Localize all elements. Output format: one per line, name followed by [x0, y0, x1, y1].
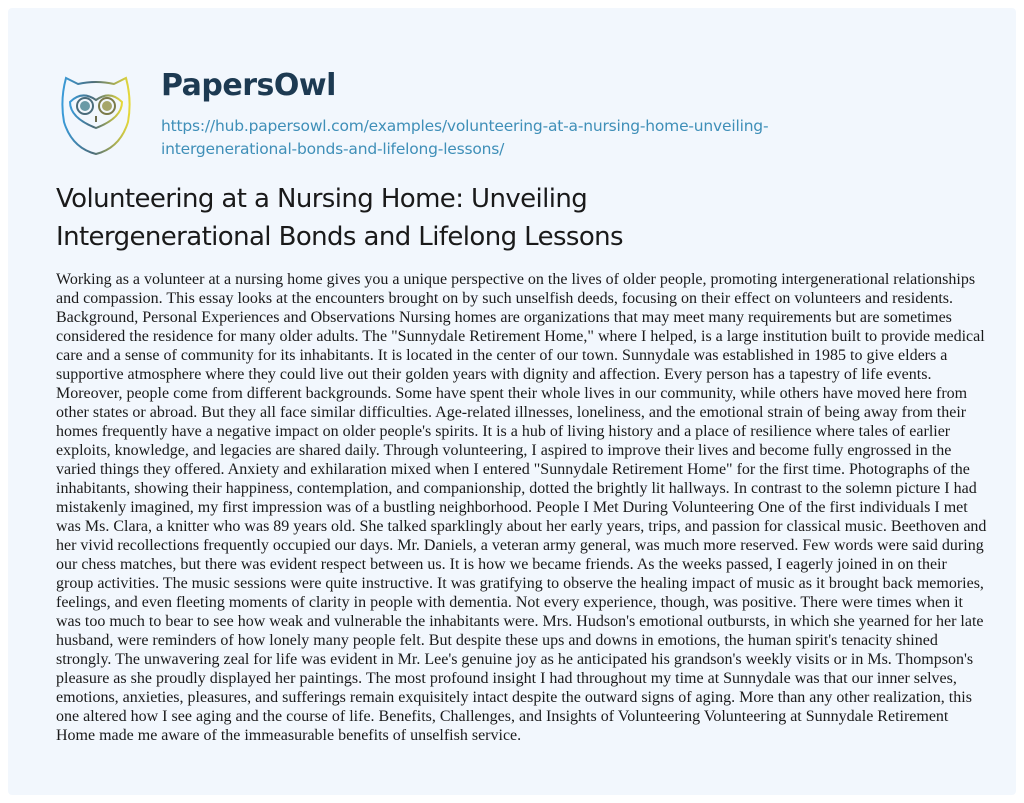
- title-line-1: Volunteering at a Nursing Home: Unveiling: [56, 184, 588, 214]
- owl-icon: [56, 70, 136, 160]
- essay-body: Working as a volunteer at a nursing home gives you a unique perspective on the lives of older people, promoting intergenerational relationships and compassion. This essay looks at the encounters brought on by such unselfish deeds, focusing on their effect on volunteers and residents. Background, Personal Experiences and Observations Nursing homes are organizations that may meet many requirements but are sometimes considered the residence for many older adults. The "Sunnydale Retirement Home," where I helped, is a large institution built to provide medical care and a sense of community for its inhabitants. It is located in the center of our town. Sunnydale was established in 1985 to give elders a supportive atmosphere where they could live out their golden years with dignity and affection. Every person has a tapestry of life events. Moreover, people come from different backgrounds. Some have spent their whole lives in our community, while others have moved here from other states or abroad. But they all face similar difficulties. Age-related illnesses, loneliness, and the emotional strain of being away from their homes frequently have a negative impact on older people's spirits. It is a hub of living history and a place of resilience where tales of earlier exploits, knowledge, and legacies are shared daily. Through volunteering, I aspired to improve their lives and become fully engrossed in the varied things they offered. Anxiety and exhilaration mixed when I entered "Sunnydale Retirement Home" for the first time. Photographs of the inhabitants, showing their happiness, contemplation, and companionship, dotted the brightly lit hallways. In contrast to the solemn picture I had mistakenly imagined, my first impression was of a bustling neighborhood. People I Met During Volunteering One of the first individuals I met was Ms. Clara, a knitter who was 89 years old. She talked sparklingly about her early years, trips, and passion for classical music. Beethoven and her vivid recollections frequently occupied our days. Mr. Daniels, a veteran army general, was much more reserved. Few words were said during our chess matches, but there was evident respect between us. It is how we became friends. As the weeks passed, I eagerly joined in on their group activities. The music sessions were quite instructive. It was gratifying to observe the healing impact of music as it brought back memories, feelings, and even fleeting moments of clarity in people with dementia. Not every experience, though, was positive. There were times when it was too much to bear to see how weak and vulnerable the inhabitants were. Mrs. Hudson's emotional outbursts, in which she yearned for her late husband, were reminders of how lonely many people felt. But despite these ups and downs in emotions, the human spirit's tenacity shined strongly. The unwavering zeal for life was evident in Mr. Lee's genuine joy as he anticipated his grandson's weekly visits or in Ms. Thompson's pleasure as she proudly displayed her paintings. The most profound insight I had throughout my time at Sunnydale was that our inner selves, emotions, anxieties, pleasures, and sufferings remain exquisitely intact despite the outward signs of aging. More than any other realization, this one altered how I see aging and the course of life. Benefits, Challenges, and Insights of Volunteering Volunteering at Sunnydale Retirement Home made me aware of the immeasurable benefits of unselfish service.: [56, 271, 987, 744]
- title-line-2: Intergenerational Bonds and Lifelong Lessons: [56, 222, 623, 252]
- url-line-2[interactable]: intergenerational-bonds-and-lifelong-lessons/: [161, 140, 505, 158]
- page-title: [56, 180, 956, 256]
- brand-name[interactable]: PapersOwl: [161, 68, 336, 103]
- source-url[interactable]: [161, 115, 881, 161]
- url-line-1[interactable]: https://hub.papersowl.com/examples/volunteering-at-a-nursing-home-unveiling-: [161, 117, 769, 135]
- document-page: [8, 8, 1016, 795]
